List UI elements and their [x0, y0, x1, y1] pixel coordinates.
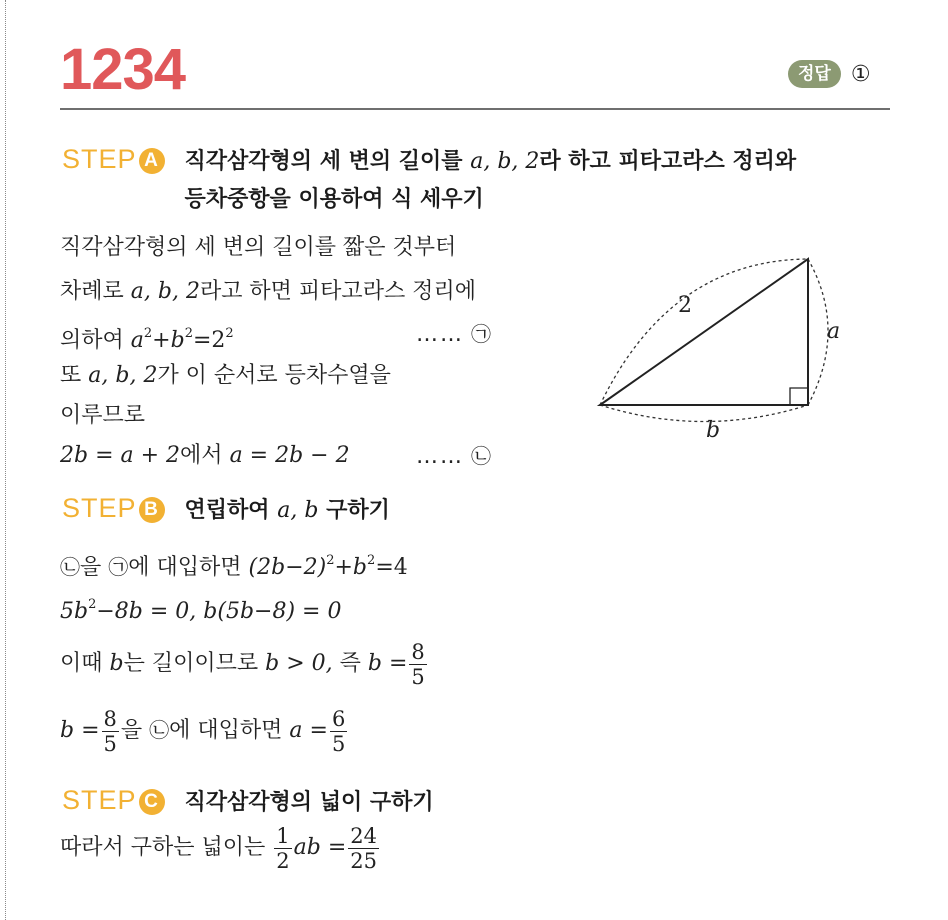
margin-dotted-line: [5, 0, 6, 920]
marker-nieun: ㉡: [471, 444, 491, 468]
sol-b-line-4: b = $\frac{8}{5}$ 을 ㉡에 대입하면 a = $\frac{6}{5}$: [60, 706, 346, 756]
step-b-label: STEP B: [62, 492, 165, 524]
fraction-24-25: $\frac{24}{25}$: [350, 823, 378, 873]
sol-a-line-5: 이루므로: [60, 403, 146, 428]
sol-a-line-3: 의하여 $a^2+b^2=2^2$: [60, 326, 234, 353]
step-c-label: STEP C: [62, 784, 165, 816]
answer-badge: 정답: [788, 60, 841, 88]
step-b-heading: [62, 492, 390, 530]
answer-area: [788, 58, 871, 90]
right-triangle-figure: [590, 250, 850, 445]
sol-a-line-6: 2b = a + 2에서 a = 2b − 2: [60, 443, 350, 468]
triangle: [600, 259, 808, 405]
step-a-title: 직각삼각형의 세 변의 길이를 a, b, 2라 하고 피타고라스 정리와 등차중항을 이용하여 식 세우기: [184, 149, 797, 212]
problem-number: 1234: [60, 37, 186, 102]
sol-a-line-4: 또 a, b, 2가 이 순서로 등차수열을: [60, 363, 391, 388]
label-side-a: a: [827, 319, 841, 344]
step-b-title: 연립하여 a, b 구하기: [184, 498, 390, 523]
sol-a-line-3-ref: …… ㉠: [416, 322, 491, 347]
fraction-8-5-b: $\frac{8}{5}$: [103, 706, 117, 756]
sol-a-line-2: 차례로 a, b, 2라고 하면 피타고라스 정리에: [60, 279, 476, 304]
step-a-label: STEP A: [62, 143, 165, 175]
sol-b-line-3: 이때 b는 길이이므로 b > 0, 즉 b = $\frac{8}{5}$: [60, 639, 425, 689]
sol-c-line-1: 따라서 구하는 넓이는 $\frac{1}{2}$ ab = $\frac{24}{25}$: [60, 823, 378, 873]
step-a-letter-badge: A: [139, 148, 165, 174]
side-a-dashed-arc: [808, 259, 828, 405]
sol-b-line-1: ㉡을 ㉠에 대입하면 $(2b-2)^2+b^2=4$: [60, 553, 408, 580]
step-b-letter-badge: B: [139, 497, 165, 523]
fraction-1-2: $\frac{1}{2}$: [276, 823, 290, 873]
fraction-8-5: $\frac{8}{5}$: [411, 639, 425, 689]
label-hypotenuse: 2: [678, 293, 692, 318]
header-divider: [60, 108, 890, 110]
fraction-6-5: $\frac{6}{5}$: [331, 706, 346, 756]
answer-choice: ①: [850, 61, 871, 87]
step-c-letter-badge: C: [139, 789, 165, 815]
step-c-heading: [62, 784, 434, 822]
sol-a-line-1: 직각삼각형의 세 변의 길이를 짧은 것부터: [60, 235, 457, 260]
marker-giyeok: ㉠: [471, 322, 491, 346]
sol-a-line-6-ref: …… ㉡: [416, 444, 491, 469]
step-a-heading: [62, 143, 796, 219]
step-c-title: 직각삼각형의 넓이 구하기: [184, 790, 434, 815]
sol-b-line-2: $5b^2-8b = 0$, b(5b−8) = 0: [60, 597, 342, 624]
label-side-b: b: [706, 418, 721, 443]
right-angle-mark: [790, 388, 808, 405]
side-b-dashed-arc: [600, 405, 808, 422]
